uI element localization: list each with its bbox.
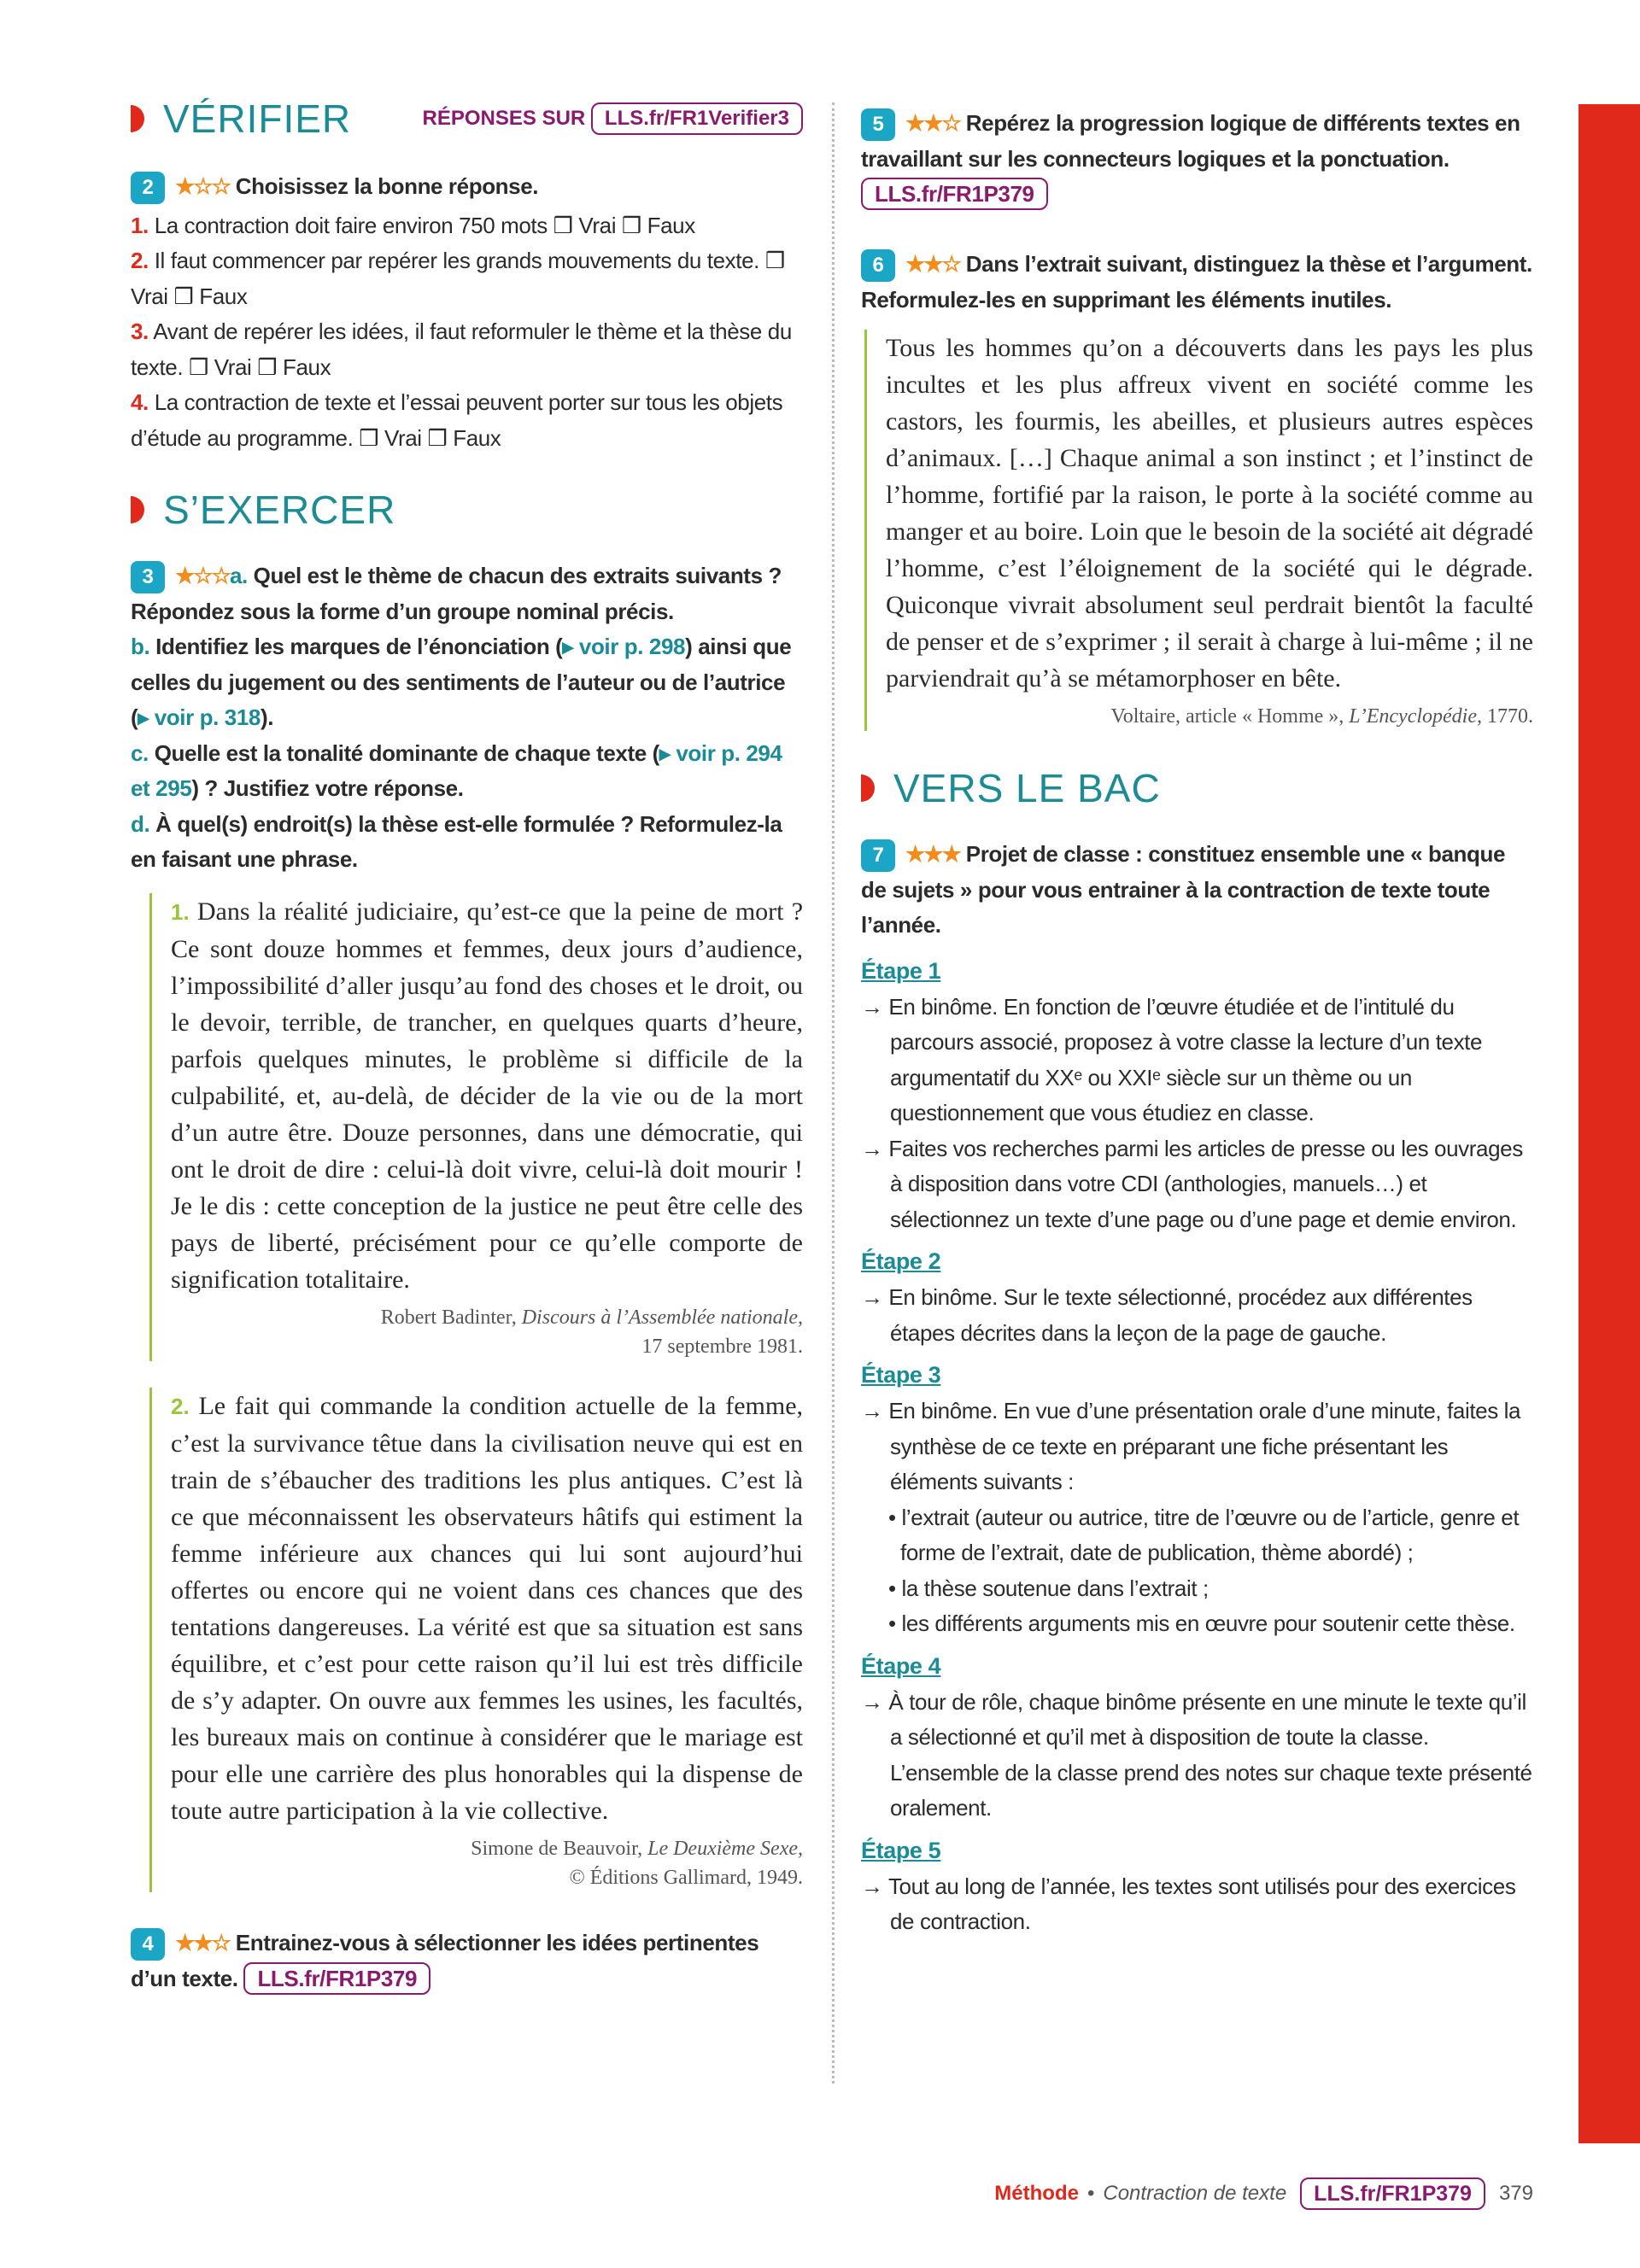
question-d (131, 807, 803, 878)
source-date: 1770. (1487, 705, 1533, 728)
extract-text: Tous les hommes qu’on a découverts dans les pays les plus incultes et les plus affreux vivent en société comme les castors, les fourmis, les abeilles, et plusieurs autres espèces d’animaux. […] Chaque animal a son instinct ; et l’instinct de l’homme, fortifié par la raison, le porte à la société comme au manger et au boire. Loin que le besoin de la société ait dégradé l’homme, c’est l’éloignement de la société qui le dégrade. Quiconque vivrait absolument seul perdrait bientôt la faculté de penser et de s’exprimer ; il serait à charge à lui-même ; il ne parviendrait qu’à se métamorphoser en bête. (886, 334, 1533, 693)
extract-source (171, 1303, 803, 1361)
page-number: 379 (1498, 2182, 1533, 2205)
exercise-4-link[interactable]: LLS.fr/FR1P379 (243, 1962, 430, 1995)
etape-4 (861, 1647, 1533, 1827)
source-date: © Éditions Gallimard, 1949. (569, 1867, 803, 1889)
extract-text: Dans la réalité judiciaire, qu’est-ce que la peine de mort ? Ce sont douze hommes et femmes, deux jours d’audience, l’impossibilité d’aller jusqu’au fond des choses et le droit, ou le devoir, terrible, de trancher, en quelques quarts d’heure, parfois quelques minutes, le problème si difficile de la culpabilité, et, au-delà, de décider de la vie ou de la mort d’un autre être. Douze personnes, dans une démocratie, qui ont le droit de dire : celui-là doit vivre, celui-là doit mourir ! Je le dis : cette conception de la justice ne peut être celle des pays de liberté, précisément pour ce qu’elle comporte de signification totalitaire. (171, 897, 804, 1294)
quiz-item[interactable] (131, 208, 803, 244)
etape-label: Étape 5 (861, 1837, 941, 1863)
answers-label: RÉPONSES SUR (422, 107, 586, 130)
exercise-5 (861, 106, 1533, 213)
etape-item: → Tout au long de l’année, les textes sont utilisés pour des exercices de contraction. (861, 1873, 1516, 1934)
quiz-list (131, 208, 803, 457)
etape-item: → Faites vos recherches parmi les articles de presse ou les ouvrages à disposition dans votre CDI (anthologies, manuels…) et sélectionnez un texte d’une page ou d’une page et demie environ. (861, 1135, 1523, 1232)
question-label: b. (131, 634, 150, 659)
half-circle-icon (131, 105, 144, 132)
etape-3 (861, 1356, 1533, 1642)
extract-number: 1. (171, 899, 190, 925)
question-text: ) ? Justifiez votre réponse. (191, 775, 464, 801)
column-divider (832, 102, 835, 2084)
etape-item: → En binôme. Sur le texte sélectionné, procédez aux différentes étapes décrites dans la leçon de la page de gauche. (861, 1284, 1473, 1346)
difficulty-stars-icon: ★★☆ (175, 1930, 230, 1955)
footer-separator: • (1086, 2182, 1095, 2205)
item-text: Avant de repérer les idées, il faut reformuler le thème et la thèse du texte. ❒ Vrai ❒ Faux (131, 319, 792, 380)
etape-label: Étape 2 (861, 1248, 941, 1274)
voltaire-extract (864, 330, 1533, 731)
exercise-5-title: Repérez la progression logique de différents textes en travaillant sur les connecteurs logiques et la ponctuation. (861, 110, 1520, 172)
etape-item: → En binôme. En vue d’une présentation orale d’une minute, faites la synthèse de ce texte en préparant une fiche présentant les éléments suivants : (861, 1398, 1521, 1494)
exercise-number-badge: 6 (861, 249, 895, 282)
difficulty-stars-icon: ★☆☆ (175, 173, 230, 199)
question-b (131, 629, 803, 736)
exercise-3 (131, 558, 803, 878)
question-text: Identifiez les marques de l’énonciation ( (155, 634, 563, 659)
difficulty-stars-icon: ★★★ (905, 841, 960, 867)
etape-item: → À tour de rôle, chaque binôme présente en une minute le texte qu’il a sélectionné et qu’il met à disposition de toute la classe. L’ensemble de la classe prend des notes sur chaque texte présenté oralement. (861, 1688, 1532, 1821)
extract-text: Le fait qui commande la condition actuelle de la femme, c’est la survivance têtue dans la civilisation neuve qui est en train de s’ébaucher des traditions les plus antiques. C’est là ce que méconnaissent les observateurs hâtifs qui estiment la femme inférieure aux chances qui lui sont aujourd’hui offertes ou encore qui ne voient dans ces chances que des tentations dangereuses. La vérité est que sa situation est sans équilibre, et c’est pour cette raison qu’il lui est très difficile de s’y adapter. On ouvre aux femmes les usines, les facultés, les bureaux mais on continue à considérer que le mariage est pour elle une carrière des plus honorables qui la dispense de toute autre participation à la vie collective. (171, 1392, 804, 1825)
page-reference-link[interactable]: ▸ voir p. 294 et 295 (131, 739, 782, 801)
bullet-item: • l’extrait (auteur ou autrice, titre de l’œuvre ou de l’article, genre et forme de l’extrait, date de publication, thème abordé) ; (888, 1504, 1520, 1565)
etape-label: Étape 3 (861, 1362, 941, 1388)
source-author: Robert Badinter, (380, 1306, 517, 1329)
exercise-4-title: Entrainez-vous à sélectionner les idées pertinentes d’un texte. (131, 1930, 759, 1991)
extract-body (149, 1388, 803, 1892)
exercise-7 (861, 837, 1533, 1940)
source-author: Simone de Beauvoir, (471, 1838, 643, 1860)
text-extract-2 (149, 1388, 803, 1892)
question-label: c. (131, 739, 149, 766)
extract-body (149, 893, 803, 1361)
footer-section: Méthode (994, 2182, 1079, 2205)
exercise-number-badge: 4 (131, 1928, 165, 1961)
question-text: Quel est le thème de chacun des extraits suivants ? Répondez sous la forme d’un groupe nominal précis. (131, 563, 782, 624)
verifier-title: VÉRIFIER (163, 96, 352, 141)
answers-ref (423, 102, 803, 135)
extract-source (886, 702, 1533, 731)
etape-1 (861, 952, 1533, 1238)
question-a (131, 558, 803, 629)
exercer-heading (131, 487, 803, 533)
exercise-2-header (131, 169, 803, 205)
item-number: 3. (131, 319, 149, 344)
exercise-6 (861, 247, 1533, 731)
source-date: 17 septembre 1981. (641, 1336, 803, 1358)
page-reference-link[interactable]: ▸ voir p. 298 (562, 634, 686, 659)
question-text: À quel(s) endroit(s) la thèse est-elle formulée ? Reformulez-la en faisant une phrase. (131, 810, 782, 872)
bullet-item: • les différents arguments mis en œuvre pour soutenir cette thèse. (888, 1610, 1515, 1636)
question-label: a. (229, 563, 248, 588)
bac-heading (861, 765, 1533, 811)
source-author: Voltaire, article « Homme », (1110, 705, 1344, 728)
source-work: L’Encyclopédie, (1349, 705, 1482, 728)
exercise-number-badge: 5 (861, 108, 895, 141)
item-text: Il faut commencer par repérer les grands mouvements du texte. ❒ Vrai ❒ Faux (131, 248, 785, 309)
page-footer (994, 2177, 1533, 2210)
exercer-title: S’EXERCER (163, 488, 396, 532)
item-number: 2. (131, 248, 149, 273)
verifier-heading (131, 96, 351, 142)
source-work: Le Deuxième Sexe, (647, 1838, 803, 1860)
exercise-2 (131, 169, 803, 456)
question-text: ) ainsi que celles du jugement ou des sentiments de l’auteur ou de l’autrice ( (131, 634, 792, 730)
quiz-item[interactable] (131, 314, 803, 385)
extract-source (171, 1834, 803, 1892)
exercise-number-badge: 2 (131, 172, 165, 204)
half-circle-icon (131, 496, 144, 523)
question-text: Quelle est la tonalité dominante de chaque texte ( (154, 739, 659, 766)
item-number: 4. (131, 389, 149, 415)
etape-label: Étape 4 (861, 1652, 941, 1679)
item-number: 1. (131, 212, 149, 238)
difficulty-stars-icon: ★☆☆ (175, 563, 230, 588)
exercise-number-badge: 7 (861, 839, 895, 872)
question-c (131, 736, 803, 807)
source-work: Discours à l’Assemblée nationale, (521, 1306, 803, 1329)
exercise-6-title: Dans l’extrait suivant, distinguez la thèse et l’argument. Reformulez-les en supprimant les éléments inutiles. (861, 251, 1532, 313)
exercise-6-header (861, 247, 1533, 318)
extract-number: 2. (171, 1394, 190, 1419)
question-text: ). (260, 704, 274, 730)
item-text: La contraction de texte et l’essai peuvent porter sur tous les objets d’étude au programme. ❒ Vrai ❒ Faux (131, 389, 783, 451)
footer-subtitle: Contraction de texte (1103, 2182, 1287, 2205)
verifier-header (131, 96, 803, 142)
footer-link[interactable]: LLS.fr/FR1P379 (1300, 2177, 1485, 2210)
answers-link[interactable]: LLS.fr/FR1Verifier3 (591, 102, 803, 135)
half-circle-icon (861, 775, 875, 802)
exercise-7-title: Projet de classe : constituez ensemble une « banque de sujets » pour vous entrainer à la contraction de texte toute l’année. (861, 841, 1506, 938)
text-extract-1 (149, 893, 803, 1361)
exercise-2-title: Choisissez la bonne réponse. (235, 173, 539, 199)
quiz-item[interactable] (131, 385, 803, 456)
etape-5 (861, 1832, 1533, 1940)
exercise-5-link[interactable]: LLS.fr/FR1P379 (861, 178, 1048, 210)
difficulty-stars-icon: ★★☆ (905, 251, 960, 277)
exercise-7-header (861, 837, 1533, 944)
exercise-number-badge: 3 (131, 561, 165, 593)
bullet-item: • la thèse soutenue dans l’extrait ; (888, 1575, 1209, 1601)
difficulty-stars-icon: ★★☆ (905, 110, 960, 136)
page-reference-link[interactable]: ▸ voir p. 318 (138, 704, 261, 730)
etape-item: → En binôme. En fonction de l’œuvre étudiée et de l’intitulé du parcours associé, proposez à votre classe la lecture d’un texte argumentatif du XXᵉ ou XXIᵉ siècle sur un thème ou un questionnement que vous étudiez en classe. (861, 993, 1483, 1125)
exercise-4 (131, 1926, 803, 1996)
etape-2 (861, 1242, 1533, 1351)
question-label: d. (131, 810, 150, 837)
page-edge-tab (1578, 104, 1640, 2143)
etape-label: Étape 1 (861, 957, 941, 984)
bac-title: VERS LE BAC (893, 766, 1161, 810)
quiz-item[interactable] (131, 243, 803, 314)
item-text: La contraction doit faire environ 750 mots ❒ Vrai ❒ Faux (154, 212, 695, 238)
